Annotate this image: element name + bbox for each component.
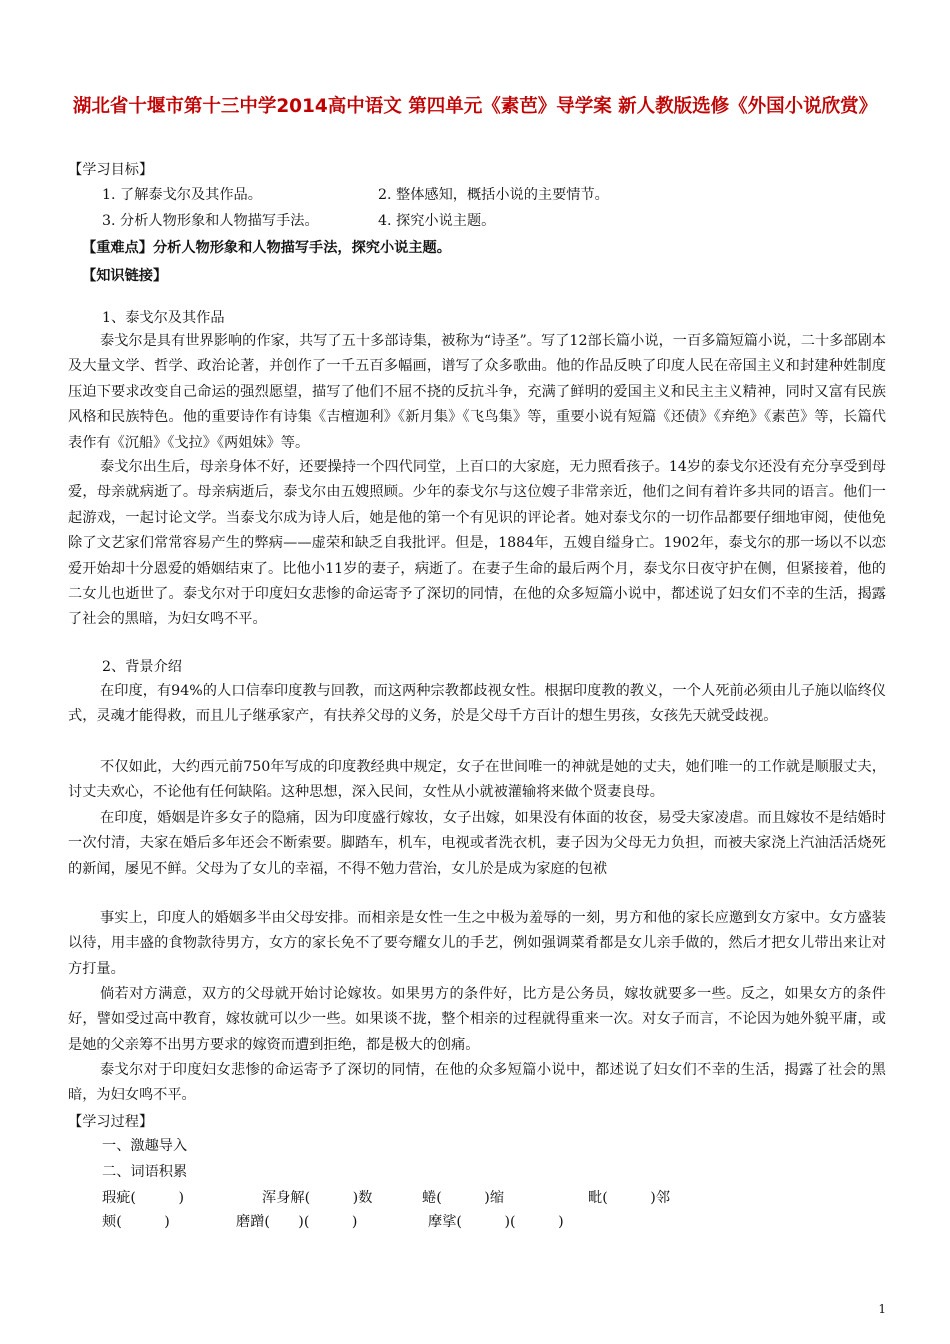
process-step: 二、词语积累 <box>102 1164 188 1180</box>
paragraph: 不仅如此，大约西元前750年写成的印度教经典中规定，女子在世间唯一的神就是她的丈夫，她们唯一的工作就是顺服丈夫，讨丈夫欢心，不论他有任何缺陷。这种思想，深入民间，女性从小就被灌输将来做个贤妻良母。 <box>68 759 886 801</box>
process-step: 一、激趣导入 <box>102 1138 188 1154</box>
vocab-item: 蜷( )缩 <box>422 1190 505 1206</box>
document-title: 湖北省十堰市第十三中学2014高中语文 第四单元《素芭》导学案 新人教版选修《外国小说欣赏》 <box>72 96 878 117</box>
objective-item: 4. 探究小说主题。 <box>378 213 496 229</box>
paragraph: 事实上，印度人的婚姻多半由父母安排。而相亲是女性一生之中极为羞辱的一刻，男方和他的家长应邀到女方家中。女方盛装以待，用丰盛的食物款待男方，女方的家长免不了要夸耀女儿的手艺，例如强调菜肴都是女儿亲手做的，然后才把女儿带出来让对方打量。 <box>68 910 886 977</box>
vocab-item: 颊( ) <box>102 1214 170 1230</box>
objective-item: 2. 整体感知，概括小说的主要情节。 <box>378 187 609 203</box>
knowledge-heading: 【知识链接】 <box>82 268 168 284</box>
vocab-item: 磨蹭( )( ) <box>236 1214 358 1230</box>
page-number: 1 <box>878 1302 886 1316</box>
section-title: 1、泰戈尔及其作品 <box>102 310 225 326</box>
paragraph: 泰戈尔对于印度妇女悲惨的命运寄予了深切的同情，在他的众多短篇小说中，都述说了妇女们不幸的生活，揭露了社会的黑暗，为妇女鸣不平。 <box>68 1062 886 1104</box>
paragraph: 泰戈尔是具有世界影响的作家，共写了五十多部诗集，被称为“诗圣”。写了12部长篇小说，一百多篇短篇小说，二十多部剧本及大量文学、哲学、政治论著，并创作了一千五百多幅画，谱写了众多歌曲。他的作品反映了印度人民在帝国主义和封建种姓制度压迫下要求改变自己命运的强烈愿望，描写了他们不屈不挠的反抗斗争，充满了鲜明的爱国主义和民主主义精神，同时又富有民族风格和民族特色。他的重要诗作有诗集《吉檀迦利》《新月集》《飞鸟集》等，重要小说有短篇《还债》《弃绝》《素芭》等，长篇代表作有《沉船》《戈拉》《两姐妹》等。 <box>68 333 886 451</box>
vocab-item: 摩挲( )( ) <box>428 1214 564 1230</box>
paragraph: 泰戈尔出生后，母亲身体不好，还要操持一个四代同堂，上百口的大家庭，无力照看孩子。14岁的泰戈尔还没有充分享受到母爱，母亲就病逝了。母亲病逝后，泰戈尔由五嫂照顾。少年的泰戈尔与这位嫂子非常亲近，他们之间有着许多共同的语言。他们一起游戏，一起讨论文学。当泰戈尔成为诗人后，她是他的第一个有见识的评论者。她对泰戈尔的一切作品都要仔细地审阅，使他免除了文艺家们常常容易产生的弊病——虚荣和缺乏自我批评。但是，1884年，五嫂自缢身亡。1902年，泰戈尔的那一场以不以恋爱开始却十分恩爱的婚姻结束了。比他小11岁的妻子，病逝了。在妻子生命的最后两个月，泰戈尔日夜守护在侧，但紧接着，他的二女儿也逝世了。泰戈尔对于印度妇女悲惨的命运寄予了深切的同情，在他的众多短篇小说中，都述说了妇女们不幸的生活，揭露了社会的黑暗，为妇女鸣不平。 <box>68 459 886 628</box>
vocab-item: 毗( )邻 <box>588 1190 671 1206</box>
vocab-item: 瑕疵( ) <box>102 1190 185 1206</box>
paragraph: 在印度，有94%的人口信奉印度教与回教，而这两种宗教都歧视女性。根据印度教的教义，一个人死前必须由儿子施以临终仪式，灵魂才能得救，而且儿子继承家产，有扶养父母的义务，於是父母千方百计的想生男孩，女孩先天就受歧视。 <box>68 683 886 725</box>
paragraph: 在印度，婚姻是许多女子的隐痛，因为印度盛行嫁妆，女子出嫁，如果没有体面的妆奁，易受夫家凌虐。而且嫁妆不是结婚时一次付清，夫家在婚后多年还会不断索要。脚踏车，机车，电视或者洗衣机，妻子因为父母无力负担，而被夫家浇上汽油活活烧死的新闻，屡见不鲜。父母为了女儿的幸福，不得不勉力营治，女儿於是成为家庭的包袱 <box>68 810 886 877</box>
objective-item: 1. 了解泰戈尔及其作品。 <box>102 187 262 203</box>
paragraph: 倘若对方满意，双方的父母就开始讨论嫁妆。如果男方的条件好，比方是公务员，嫁妆就要多一些。反之，如果女方的条件好，譬如受过高中教育，嫁妆就可以少一些。如果谈不拢，整个相亲的过程就得重来一次。对女子而言，不论因为她外貌平庸，或是她的父亲筹不出男方要求的嫁资而遭到拒绝，都是极大的创痛。 <box>68 986 886 1053</box>
key-points: 【重难点】分析人物形象和人物描写手法，探究小说主题。 <box>82 240 451 256</box>
vocab-item: 浑身解( )数 <box>262 1190 373 1206</box>
objective-item: 3. 分析人物形象和人物描写手法。 <box>102 213 319 229</box>
process-heading: 【学习过程】 <box>68 1114 154 1130</box>
section-title: 2、背景介绍 <box>102 659 182 675</box>
objectives-heading: 【学习目标】 <box>68 162 154 178</box>
